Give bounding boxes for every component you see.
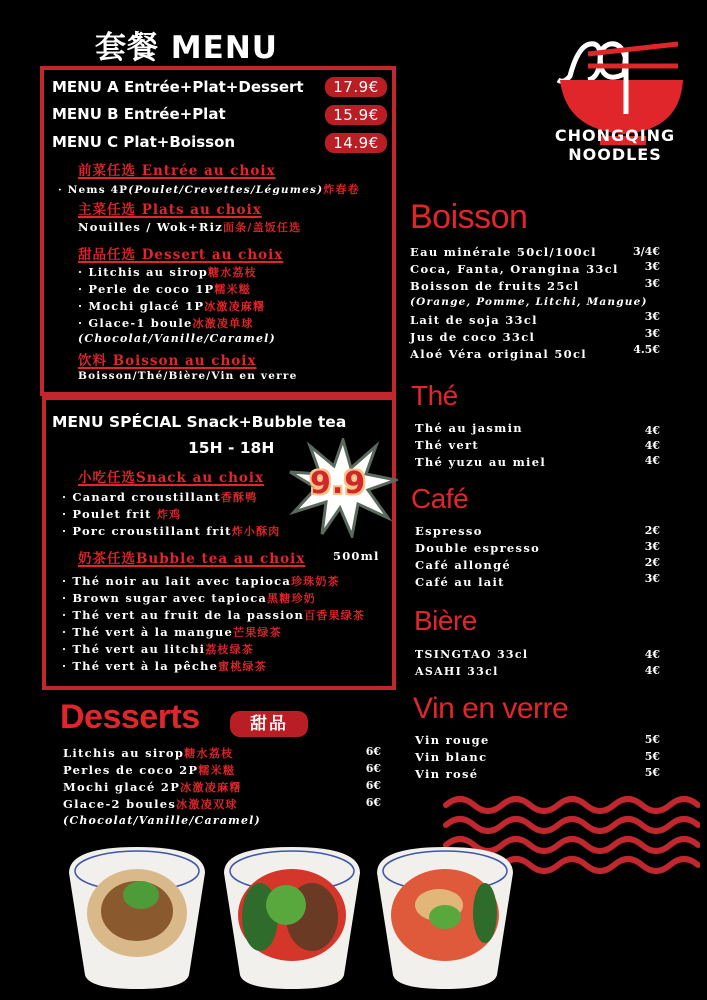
list-item: · Thé vert à la mangue芒果绿茶 [62,625,282,639]
list-item: Mochi glacé 2P冰激凌麻糬 [63,780,242,794]
beef-noodle-soup-bowl-photo [220,843,364,993]
dessert-choice-heading: 甜品任选 Dessert au choix [78,247,284,263]
menu-b-price: 15.9€ [325,105,387,125]
list-item: Nouilles / Wok+Riz面条/盖饭任选 [78,220,302,234]
list-item: ASAHI 33cl [415,665,499,678]
item-price: 4.5€ [633,343,660,356]
bubble-tea-heading: 奶茶任选Bubble tea au choix [78,551,306,567]
biere-heading: Bière [414,605,477,636]
list-item: · Porc croustillant frit炸小酥肉 [62,524,281,538]
item-price: 6€ [365,745,381,758]
list-item: Vin rosé [415,767,479,781]
the-heading: Thé [411,380,458,411]
entree-heading: 前菜任选 Entrée au choix [78,163,276,179]
menu-b-label: MENU B Entrée+Plat [52,105,226,123]
item-price: 5€ [644,750,660,763]
list-item: Double espresso [415,541,541,555]
logo-brand-line1: CHONGQING [554,126,676,145]
menu-c-label: MENU C Plat+Boisson [52,133,236,151]
list-item: Thé vert [415,438,480,452]
item-price: 3€ [644,277,660,290]
item-price: 3€ [644,327,660,340]
dry-noodles-bowl-photo [65,843,209,993]
item-price: 3€ [644,540,660,553]
flavor-note: (Chocolat/Vanille/Caramel) [63,814,261,827]
list-item: Espresso [415,524,483,538]
item-price: 2€ [644,556,660,569]
list-item: Glace-2 boules冰激凌双球 [63,797,238,811]
item-price: 3€ [644,572,660,585]
list-item: Eau minérale 50cl/100cl [410,245,597,259]
special-menu-title: MENU SPÉCIAL Snack+Bubble tea [52,413,347,431]
list-item: Thé yuzu au miel [415,455,547,469]
menu-c-price: 14.9€ [325,133,387,153]
list-item: Café au lait [415,575,505,589]
item-price: 5€ [644,733,660,746]
fruit-flavor-note: (Orange, Pomme, Litchi, Mangue) [410,296,648,308]
list-item: TSINGTAO 33cl [415,648,529,661]
list-item: Vin blanc [415,750,488,764]
desserts-heading-zh: 甜品 [230,711,308,737]
item-price: 3€ [644,260,660,273]
page-title: 套餐 MENU [95,30,278,66]
list-item: Lait de soja 33cl [410,313,538,327]
item-price: 4€ [644,424,660,437]
list-item: · Nems 4P(Poulet/Crevettes/Légumes)炸春卷 [58,183,360,196]
vin-heading: Vin en verre [413,692,569,725]
list-item: · Mochi glacé 1P冰激凌麻糬 [78,299,266,313]
item-price: 4€ [644,454,660,467]
special-price-badge: 9.9 [310,466,367,501]
spicy-noodles-bowl-photo [373,843,517,993]
item-price: 2€ [644,524,660,537]
item-price: 6€ [365,796,381,809]
item-price: 4€ [644,648,660,661]
list-item: · Thé noir au lait avec tapioca珍珠奶茶 [62,574,340,588]
list-item: Thé au jasmin [415,421,523,435]
list-item: · Thé vert au fruit de la passion百香果绿茶 [62,608,366,622]
list-item: Aloé Véra original 50cl [410,347,587,361]
menu-a-label: MENU A Entrée+Plat+Dessert [52,78,304,96]
plats-heading: 主菜任选 Plats au choix [78,202,262,218]
list-item: · Litchis au sirop糖水荔枝 [78,265,257,279]
boisson-heading: Boisson [410,198,528,236]
item-price: 5€ [644,766,660,779]
bubble-tea-size: 500ml [333,549,380,563]
list-item: · Canard croustillant香酥鸭 [62,490,258,504]
list-item: Coca, Fanta, Orangina 33cl [410,262,619,276]
list-item: Vin rouge [415,733,490,747]
list-item: Litchis au sirop糖水荔枝 [63,746,234,760]
list-item: Boisson de fruits 25cl [410,279,580,293]
list-item: · Glace-1 boule冰激凌单球 [78,316,254,330]
list-item: · Perle de coco 1P糯米糍 [78,282,251,296]
list-item: · Thé vert à la pêche蜜桃绿茶 [62,659,267,673]
list-item: · Brown sugar avec tapioca黑糖珍奶 [62,591,316,605]
snack-heading: 小吃任选Snack au choix [78,470,265,486]
item-price: 4€ [644,439,660,452]
item-price: 6€ [365,779,381,792]
list-item: · Thé vert au litchi荔枝绿茶 [62,642,255,656]
boisson-choice-text: Boisson/Thé/Bière/Vin en verre [78,370,298,382]
list-item: Perles de coco 2P糯米糍 [63,763,236,777]
flavor-note: (Chocolat/Vanille/Caramel) [78,332,276,345]
item-price: 3€ [644,310,660,323]
item-price: 3/4€ [633,245,660,258]
cafe-heading: Café [411,483,469,514]
item-price: 6€ [365,762,381,775]
logo-brand-line2: NOODLES [568,145,662,164]
list-item: Jus de coco 33cl [410,330,536,344]
list-item: Café allongé [415,558,512,572]
desserts-heading: Desserts [60,698,200,736]
list-item: · Poulet frit 炸鸡 [62,507,182,521]
item-price: 4€ [644,664,660,677]
menu-a-price: 17.9€ [325,77,387,97]
special-menu-hours: 15H - 18H [188,439,275,457]
boisson-choice-heading: 饮料 Boisson au choix [78,353,257,369]
